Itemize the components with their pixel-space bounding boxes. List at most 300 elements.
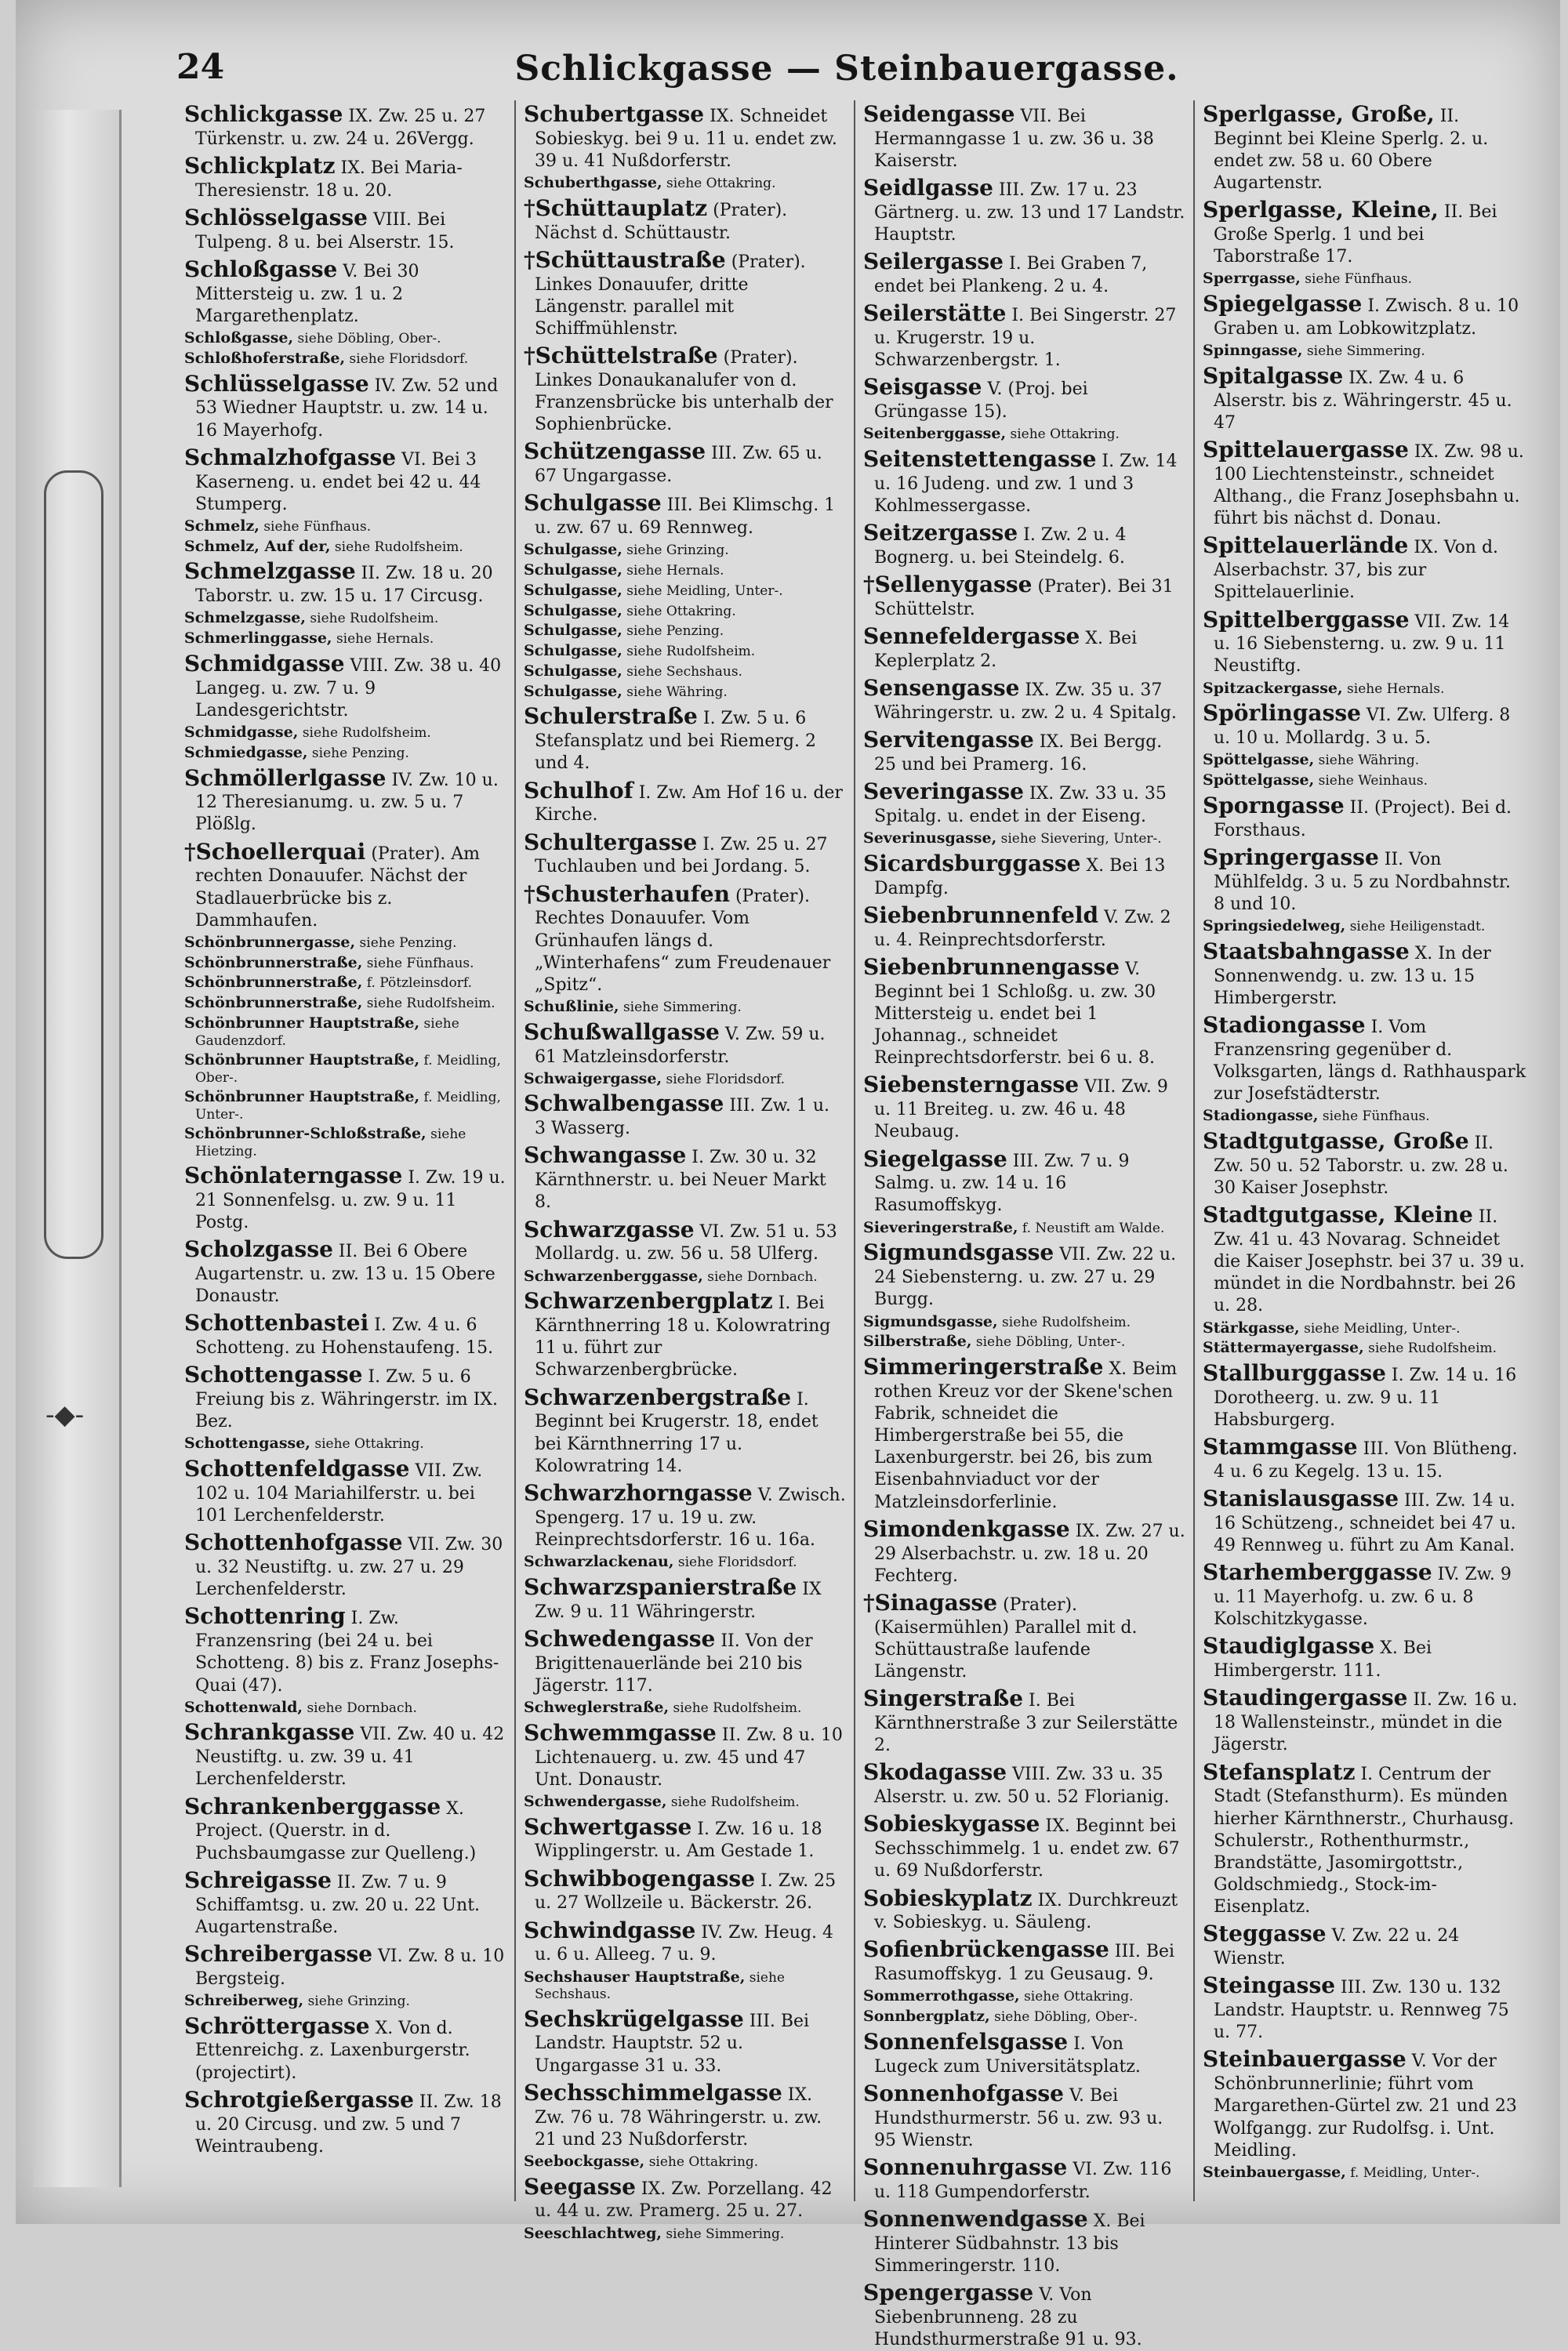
street-description: II. Zw. 8 u. 10 Lichtenauerg. u. zw. 45 und 47 Unt. Donaustr.	[535, 1725, 843, 1790]
cross-reference-text: siehe Ottakring.	[1010, 426, 1120, 443]
cross-reference-entry	[524, 1553, 846, 1572]
cross-reference-entry	[1203, 2164, 1526, 2182]
street-entry	[184, 1235, 506, 1308]
street-description: II. Von der Brigittenauerlände bei 210 bis Jägerstr. 117.	[535, 1631, 813, 1696]
street-name: Singerstraße	[863, 1685, 1024, 1712]
street-name: Schwindgasse	[524, 1917, 696, 1943]
street-name: Schmelz, Auf der,	[184, 537, 331, 555]
street-name: Schlickgasse	[184, 101, 343, 127]
street-name: Sechshauser Hauptstraße,	[524, 1968, 746, 1986]
column-2	[516, 100, 855, 2242]
cross-reference-text: f. Pötzleinsdorf.	[366, 975, 472, 992]
street-description: II. Zw. 50 u. 52 Taborstr. u. zw. 28 u. 30 Kaiser Josephstr.	[1214, 1133, 1508, 1198]
cross-reference-entry	[863, 2008, 1185, 2026]
street-entry	[863, 1239, 1185, 1311]
street-description: I. Zw. Franzensring (bei 24 u. bei Schotteng. 8) bis z. Franz Josephs-Quai (47).	[195, 1609, 499, 1696]
street-entry	[1203, 1433, 1526, 1483]
cross-reference-text: siehe Hernals.	[336, 631, 434, 648]
street-entry	[863, 2279, 1185, 2351]
street-name: Schottenhofgasse	[184, 1529, 403, 1556]
street-description: I. Zw. 25 u. 27 Wollzeile u. Bäckerstr. 26.	[535, 1870, 837, 1914]
street-name: Schulgasse,	[524, 601, 622, 619]
street-description: V. Zw. 2 u. 4. Reinprechtsdorferstr.	[874, 907, 1171, 950]
cross-reference-entry	[184, 744, 506, 763]
street-description: I. Bei Kärnthnerring 18 u. Kolowratring 11 u. führt zur Schwarzenbergbrücke.	[535, 1293, 831, 1380]
street-entry	[524, 2079, 846, 2151]
street-entry	[863, 953, 1185, 1069]
street-description: VI. Zw. Ulferg. 8 u. 10 u. Mollardg. 3 u. 5.	[1214, 706, 1511, 749]
cross-reference-text: siehe Rudolfsheim.	[302, 725, 431, 741]
street-name: Schwibbogengasse	[524, 1865, 756, 1892]
cross-reference-text: siehe Floridsdorf.	[666, 1071, 786, 1087]
cross-reference-entry	[1203, 751, 1526, 770]
street-description: (Prater). Linkes Donaukanalufer von d. Franzensbrücke bis unterhalb der Sophienbrücke.	[535, 348, 833, 435]
street-name: Sperlgasse, Kleine,	[1203, 197, 1439, 223]
street-entry	[1203, 1359, 1526, 1431]
street-name: Silberstraße,	[863, 1333, 972, 1351]
cross-reference-text: siehe Grinzing.	[307, 1993, 410, 2009]
street-description: I. Bei Kärnthnerstraße 3 zur Seilerstätte 2.	[874, 1691, 1178, 1756]
street-entry	[524, 829, 846, 879]
street-description: IV. Zw. 10 u. 12 Theresianumg. u. zw. 5 u. 7 Plößlg.	[195, 770, 499, 835]
cross-reference-text: siehe Simmering.	[1306, 343, 1425, 360]
street-entry	[524, 100, 846, 172]
cross-reference-text: siehe Ottakring.	[314, 1436, 424, 1453]
street-entry	[1203, 1920, 1526, 1970]
street-name: †Sinagasse	[863, 1589, 998, 1616]
street-entry	[1203, 844, 1526, 916]
street-name: †Sellenygasse	[863, 571, 1033, 598]
street-entry	[184, 1361, 506, 1433]
cross-reference-text: siehe Floridsdorf.	[677, 1555, 797, 1571]
street-name: Schröttergasse	[184, 2012, 370, 2039]
street-name: Sonnbergplatz,	[863, 2008, 990, 2026]
street-name: Schmiedgasse,	[184, 743, 308, 761]
street-description: II. Zw. 18 u. 20 Taborstr. u. zw. 15 u. 17 Circusg.	[195, 564, 493, 607]
street-name: Seisgasse	[863, 374, 982, 401]
street-name: Schwarzenbergplatz	[524, 1288, 773, 1315]
street-name: Schmalzhofgasse	[184, 444, 397, 470]
cross-reference-text: siehe Meidling, Unter-.	[626, 582, 783, 599]
cross-reference-entry	[524, 642, 846, 661]
cross-reference-entry	[184, 629, 506, 648]
street-name: Schulgasse,	[524, 581, 622, 599]
street-entry	[863, 571, 1185, 621]
street-description: X. Bei Himbergerstr. 111.	[1214, 1638, 1432, 1682]
street-name: Schreigasse	[184, 1867, 332, 1893]
street-entry	[524, 1479, 846, 1551]
street-name: Schmelz,	[184, 517, 260, 535]
street-name: Schwarzhorngasse	[524, 1479, 753, 1506]
binding-ornament	[44, 470, 103, 1259]
street-name: Stallburggasse	[1203, 1360, 1386, 1387]
street-description: I. Zw. 5 u. 6 Freiung bis z. Währingerstr. im IX. Bez.	[195, 1367, 499, 1432]
cross-reference-entry	[863, 425, 1185, 444]
cross-reference-entry	[184, 538, 506, 557]
street-name: Sonnenuhrgasse	[863, 2154, 1068, 2181]
street-name: Schwangasse	[524, 1142, 687, 1169]
street-name: Skodagasse	[863, 1759, 1007, 1786]
cross-reference-entry	[184, 1435, 506, 1453]
street-description: X. Von d. Ettenreichg. z. Laxenburgerstr. (projectirt).	[195, 2018, 470, 2083]
street-description: I. Zw. 25 u. 27 Tuchlauben und bei Jordang. 5.	[535, 834, 828, 877]
street-entry	[184, 838, 506, 932]
street-name: Schulgasse,	[524, 642, 622, 660]
street-entry	[524, 1865, 846, 1915]
cross-reference-text: siehe Rudolfsheim.	[334, 539, 463, 555]
street-name: Sechskrügelgasse	[524, 2005, 744, 2032]
cross-reference-text: siehe Ottakring.	[648, 2153, 759, 2170]
cross-reference-text: f. Meidling, Ober-.	[195, 1052, 501, 1086]
street-description: III. Bei Rasumoffskyg. 1 zu Geusaug. 9.	[874, 1942, 1175, 1985]
cross-reference-entry	[184, 954, 506, 973]
street-name: Schönbrunner-Schloßstraße,	[184, 1124, 426, 1142]
street-entry	[1203, 1485, 1526, 1557]
street-entry	[863, 778, 1185, 828]
directory-page	[16, 0, 1560, 2350]
street-name: Siegelgasse	[863, 1145, 1007, 1172]
street-entry	[524, 1018, 846, 1068]
street-name: Servitengasse	[863, 727, 1034, 753]
cross-reference-entry	[1203, 342, 1526, 361]
cross-reference-text: siehe Hietzing.	[195, 1126, 466, 1159]
cross-reference-entry	[524, 561, 846, 580]
street-description: V. Bei 30 Mittersteig u. zw. 1 u. 2 Margarethenplatz.	[195, 261, 419, 326]
cross-reference-entry	[184, 1125, 506, 1160]
cross-reference-text: siehe Hernals.	[626, 563, 724, 579]
street-entry	[1203, 1972, 1526, 2044]
street-description: IX. Bei Maria-Theresienstr. 18 u. 20.	[195, 158, 463, 201]
street-name: Severingasse	[863, 778, 1024, 805]
street-entry	[524, 1813, 846, 1863]
street-description: VII. Zw. 30 u. 32 Neustiftg. u. zw. 27 u. 29 Lerchenfelderstr.	[195, 1535, 503, 1600]
street-entry	[863, 100, 1185, 172]
street-entry	[184, 370, 506, 442]
cross-reference-text: siehe Simmering.	[622, 1000, 742, 1015]
street-name: Spittelauergasse	[1203, 437, 1409, 463]
street-entry	[524, 489, 846, 539]
street-description: IX. Bei Bergg. 25 und bei Pramerg. 16.	[874, 732, 1163, 775]
street-description: I. Zwisch. 8 u. 10 Graben u. am Lobkowitzplatz.	[1214, 296, 1519, 339]
cross-reference-entry	[524, 683, 846, 702]
street-name: Seitzergasse	[863, 520, 1018, 546]
street-description: VIII. Zw. 38 u. 40 Langeg. u. zw. 7 u. 9 Landesgerichtstr.	[195, 655, 502, 720]
cross-reference-text: siehe Fünfhaus.	[366, 955, 474, 971]
street-name: Seegasse	[524, 2173, 636, 2200]
street-entry	[863, 519, 1185, 569]
street-name: Sperrgasse,	[1203, 270, 1301, 288]
street-description: IX Zw. 9 u. 11 Währingerstr.	[535, 1579, 822, 1622]
street-entry	[1203, 196, 1526, 268]
cross-reference-text: siehe Döbling, Ober-.	[994, 2009, 1138, 2026]
street-name: Schottenring	[184, 1603, 346, 1630]
cross-reference-text: siehe Meidling, Unter-.	[1304, 1320, 1461, 1337]
street-name: Stefansplatz	[1203, 1758, 1356, 1785]
street-description: IV. Zw. 9 u. 11 Mayerhofg. u. zw. 6 u. 8 Kolschitzkygasse.	[1214, 1565, 1512, 1630]
cross-reference-text: siehe Sievering, Unter-.	[1000, 831, 1162, 847]
street-description: X. Project. (Querstr. in d. Puchsbaumgasse zur Quelleng.)	[195, 1798, 477, 1863]
cross-reference-text: f. Meidling, Unter-.	[195, 1089, 501, 1123]
street-name: Stammgasse	[1203, 1434, 1358, 1460]
cross-reference-entry	[184, 350, 506, 368]
page-number: 24	[176, 47, 225, 87]
cross-reference-entry	[184, 1699, 506, 1718]
cross-reference-entry	[524, 582, 846, 600]
cross-reference-entry	[184, 329, 506, 348]
street-name: Schreibergasse	[184, 1940, 373, 1967]
street-entry	[1203, 938, 1526, 1010]
street-description: I. Bei Singerstr. 27 u. Krugerstr. 19 u. Schwarzenbergstr. 1.	[874, 306, 1177, 371]
cross-reference-text: siehe Döbling, Unter-.	[975, 1334, 1126, 1351]
street-name: Springergasse	[1203, 844, 1379, 870]
street-name: Sommerrothgasse,	[863, 1987, 1020, 2005]
street-name: Spitalgasse	[1203, 362, 1344, 389]
street-entry	[184, 1529, 506, 1601]
street-name: Schloßhoferstraße,	[184, 349, 346, 367]
street-entry	[863, 248, 1185, 298]
street-name: Schulgasse,	[524, 662, 622, 680]
cross-reference-entry	[184, 1088, 506, 1123]
street-name: Schwarzenberggasse,	[524, 1267, 703, 1285]
street-entry	[1203, 436, 1526, 530]
street-name: †Schusterhaufen	[524, 880, 730, 907]
street-entry	[863, 1936, 1185, 1986]
street-name: Schuberthgasse,	[524, 174, 662, 192]
street-description: III. Zw. 7 u. 9 Salmg. u. zw. 14 u. 16 Rasumoffskyg.	[874, 1151, 1130, 1216]
cross-reference-entry	[1203, 680, 1526, 698]
cross-reference-text: siehe Heiligenstadt.	[1349, 919, 1486, 934]
street-description: I. Beginnt bei Krugerstr. 18, endet bei Kärnthnerring 17 u. Kolowratring 14.	[535, 1389, 818, 1476]
street-entry	[184, 1793, 506, 1865]
street-description: (Prater). Bei 31 Schüttelstr.	[874, 577, 1174, 620]
street-description: III. Zw. 17 u. 23 Gärtnerg. u. zw. 13 und 17 Landstr. Hauptstr.	[874, 180, 1185, 245]
street-directory-columns	[176, 100, 1537, 2350]
cross-reference-entry	[524, 541, 846, 560]
street-name: Schwendergasse,	[524, 1792, 667, 1810]
cross-reference-entry	[524, 1699, 846, 1718]
street-name: Seitenberggasse,	[863, 425, 1007, 443]
street-description: V. Vor der Schönbrunnerlinie; führt vom Margarethen-Gürtel zw. 21 und 23 Wolfgangg. zur Rudolfsg. i. Unt. Meidling.	[1214, 2052, 1517, 2161]
street-name: Simondenkgasse	[863, 1515, 1070, 1542]
street-entry	[184, 650, 506, 722]
street-entry	[863, 373, 1185, 423]
street-name: Sofienbrückengasse	[863, 1936, 1109, 1963]
street-description: IX. Zw. 27 u. 29 Alserbachstr. u. zw. 18 u. 20 Fechterg.	[874, 1521, 1185, 1586]
running-head: Schlickgasse — Steinbauergasse.	[514, 49, 1179, 89]
cross-reference-entry	[184, 934, 506, 952]
street-name: Schloßgasse,	[184, 329, 294, 347]
street-description: IX. Von d. Alserbachstr. 37, bis zur Spittelauerlinie.	[1214, 538, 1499, 603]
street-description: X. In der Sonnenwendg. u. zw. 13 u. 15 Himbergerstr.	[1214, 943, 1491, 1008]
street-entry	[863, 445, 1185, 517]
street-name: Schmelzgasse	[184, 558, 356, 585]
street-name: Sperlgasse, Große,	[1203, 101, 1435, 127]
street-description: IX. Zw. Porzellang. 42 u. 44 u. zw. Pramerg. 25 u. 27.	[535, 2179, 833, 2222]
street-description: V. Bei Hundsthurmerstr. 56 u. zw. 93 u. 95 Wienstr.	[874, 2085, 1163, 2150]
street-description: IX. Zw. 35 u. 37 Währingerstr. u. zw. 2 u. 4 Spitalg.	[874, 680, 1177, 724]
cross-reference-text: siehe Rudolfsheim.	[1368, 1341, 1497, 1357]
street-description: I. Zw. 30 u. 32 Kärnthnerstr. u. bei Neuer Markt 8.	[535, 1148, 826, 1213]
street-entry	[863, 850, 1185, 900]
street-name: Sicardsburggasse	[863, 850, 1081, 876]
street-description: IX. Zw. 25 u. 27 Türkenstr. u. zw. 24 u. 26Vergg.	[195, 107, 486, 149]
street-name: Schweglerstraße,	[524, 1698, 670, 1716]
street-name: Siebenbrunnenfeld	[863, 902, 1099, 928]
cross-reference-entry	[1203, 1319, 1526, 1338]
street-name: Seilergasse	[863, 249, 1004, 275]
cross-reference-text: siehe Rudolfsheim.	[366, 996, 495, 1012]
street-description: V. Zw. 59 u. 61 Matzleinsdorferstr.	[535, 1024, 826, 1067]
street-name: Seeschlachtweg,	[524, 2224, 662, 2242]
street-name: Sigmundsgasse,	[863, 1312, 998, 1330]
column-3	[855, 100, 1195, 2350]
street-name: †Schüttelstraße	[524, 343, 718, 369]
street-description: I. Zw. 4 u. 6 Schotteng. zu Hohenstaufeng. 15.	[195, 1315, 494, 1359]
street-entry	[524, 880, 846, 996]
street-entry	[863, 902, 1185, 952]
street-name: Steinbauergasse	[1203, 2046, 1406, 2073]
street-description: IX. Zw. 33 u. 35 Spitalg. u. endet in der Eiseng.	[874, 784, 1167, 827]
street-name: Schulgasse,	[524, 561, 622, 579]
street-description: IX. Durchkreuzt v. Sobieskyg. u. Säuleng.	[874, 1890, 1178, 1933]
cross-reference-entry	[524, 1968, 846, 2004]
street-description: I. Vom Franzensring gegenüber d. Volksgarten, längs d. Rathhauspark zur Josefstädterstr.	[1214, 1017, 1526, 1105]
street-description: (Prater). Am rechten Donauufer. Nächst der Stadlauerbrücke bis z. Dammhaufen.	[195, 844, 481, 931]
street-name: Schottenwald,	[184, 1698, 303, 1716]
street-description: VI. Zw. 51 u. 53 Mollardg. u. zw. 56 u. 58 Ulferg.	[535, 1221, 837, 1264]
street-description: I. Zw. 2 u. 4 Bognerg. u. bei Steindelg. 6.	[874, 525, 1127, 568]
cross-reference-entry	[184, 724, 506, 742]
street-name: Schwemmgasse	[524, 1719, 717, 1746]
street-name: Seidengasse	[863, 101, 1015, 127]
street-name: Schulgasse,	[524, 541, 622, 559]
street-name: Sonnenfelsgasse	[863, 2028, 1069, 2055]
street-description: I. Centrum der Stadt (Stefansthurm). Es münden hierher Kärnthnerstr., Churhausg. Schulerstr., Rothenthurmstr., Brandstätte, Jasomirgottstr., Goldschmiedg., Stock-im-Eisenplatz.	[1214, 1764, 1515, 1917]
street-name: Schußwallgasse	[524, 1018, 720, 1045]
cross-reference-text: siehe Gaudenzdorf.	[195, 1015, 459, 1049]
street-description: V. Zwisch. Spengerg. 17 u. 19 u. zw. Reinprechtsdorferstr. 16 u. 16a.	[535, 1485, 846, 1550]
street-name: Spöttelgasse,	[1203, 751, 1315, 769]
street-description: I. Bei Graben 7, endet bei Plankeng. 2 u. 4.	[874, 254, 1148, 297]
street-entry	[184, 444, 506, 516]
street-entry	[1203, 362, 1526, 434]
street-name: Schottengasse,	[184, 1435, 310, 1453]
street-description: I. Zw. 14 u. 16 Judeng. und zw. 1 und 3 Kohlmessergasse.	[874, 452, 1178, 517]
street-name: Schwertgasse	[524, 1813, 692, 1840]
cross-reference-text: siehe Sechshaus.	[535, 1969, 785, 2003]
street-entry	[863, 726, 1185, 776]
street-name: Schußlinie,	[524, 998, 619, 1015]
cross-reference-entry	[184, 609, 506, 628]
street-entry	[863, 1758, 1185, 1809]
street-entry	[184, 152, 506, 202]
street-name: Sonnenwendgasse	[863, 2206, 1088, 2233]
street-entry	[863, 1810, 1185, 1882]
street-name: Spengergasse	[863, 2280, 1034, 2306]
street-name: Staatsbahngasse	[1203, 938, 1410, 964]
street-entry	[1203, 606, 1526, 678]
street-description: V. (Proj. bei Grüngasse 15).	[874, 379, 1088, 423]
street-entry	[524, 777, 846, 827]
cross-reference-text: f. Meidling, Unter-.	[1350, 2164, 1480, 2181]
street-name: Schlüsselgasse	[184, 370, 369, 397]
cross-reference-text: siehe Währing.	[1318, 753, 1420, 769]
street-entry	[524, 1287, 846, 1381]
street-name: Schwarzspanierstraße	[524, 1573, 797, 1600]
cross-reference-entry	[524, 602, 846, 621]
cross-reference-text: siehe Penzing.	[359, 934, 457, 951]
cross-reference-entry	[184, 994, 506, 1013]
street-entry	[1203, 532, 1526, 604]
street-name: Schönbrunnerstraße,	[184, 953, 363, 971]
street-name: Sigmundsgasse	[863, 1239, 1054, 1266]
street-name: Schönbrunnerstraße,	[184, 974, 363, 992]
street-name: Stadtgutgasse, Kleine	[1203, 1202, 1473, 1228]
street-name: Schönbrunner Hauptstraße,	[184, 1087, 420, 1105]
street-entry	[1203, 290, 1526, 340]
street-description: VII. Zw. 14 u. 16 Siebensterng. u. zw. 9 u. 11 Neustiftg.	[1214, 611, 1510, 677]
street-name: Spörlingasse	[1203, 700, 1361, 727]
street-entry	[184, 1162, 506, 1234]
street-name: Schulgasse	[524, 490, 662, 517]
street-entry	[1203, 100, 1526, 194]
street-entry	[863, 2153, 1185, 2204]
street-description: VI. Zw. 8 u. 10 Bergsteig.	[195, 1946, 505, 1989]
cross-reference-text: siehe Weinhaus.	[1318, 773, 1428, 789]
street-name: Siebenbrunnengasse	[863, 953, 1120, 980]
street-entry	[863, 1071, 1185, 1143]
street-name: Sporngasse	[1203, 792, 1345, 818]
street-name: Seidlgasse	[863, 175, 993, 201]
cross-reference-entry	[524, 2153, 846, 2171]
street-entry	[863, 2205, 1185, 2277]
street-name: Steggasse	[1203, 1921, 1327, 1947]
cross-reference-text: siehe Fünfhaus.	[1322, 1108, 1430, 1125]
cross-reference-entry	[1203, 771, 1526, 790]
street-description: II. Zw. 41 u. 43 Novarag. Schneidet die Kaiser Josephstr. bei 37 u. 39 u. mündet in die Nordbahnstr. bei 26 u. 28.	[1214, 1207, 1525, 1316]
street-entry	[863, 622, 1185, 673]
street-entry	[1203, 1011, 1526, 1105]
street-description: VIII. Zw. 33 u. 35 Alserstr. u. zw. 50 u. 52 Florianig.	[874, 1765, 1170, 1808]
street-name: †Schüttauplatz	[524, 194, 708, 221]
street-entry	[1203, 699, 1526, 749]
cross-reference-entry	[524, 662, 846, 681]
cross-reference-entry	[524, 1793, 846, 1812]
cross-reference-entry	[1203, 1339, 1526, 1358]
street-name: Schönlaterngasse	[184, 1162, 403, 1188]
street-name: Schwarzlackenau,	[524, 1553, 674, 1571]
street-description: VI. Bei 3 Kaserneng. u. endet bei 42 u. 44 Stumperg.	[195, 449, 481, 514]
street-name: Schloßgasse	[184, 256, 338, 282]
street-entry	[184, 557, 506, 608]
street-description: X. Bei 13 Dampfg.	[874, 855, 1166, 898]
street-name: Schreiberweg,	[184, 1991, 304, 2009]
street-name: Schulhof	[524, 777, 633, 804]
street-name: Schrankgasse	[184, 1719, 355, 1746]
street-entry	[863, 1353, 1185, 1514]
street-name: Stadiongasse	[1203, 1011, 1366, 1038]
street-entry	[1203, 1127, 1526, 1199]
street-entry	[863, 2028, 1185, 2078]
cross-reference-entry	[524, 998, 846, 1017]
street-entry	[524, 1625, 846, 1697]
street-name: Spiegelgasse	[1203, 291, 1363, 317]
column-1	[176, 100, 516, 2201]
street-description: VII. Zw. 9 u. 11 Breiteg. u. zw. 46 u. 48 Neubaug.	[874, 1077, 1168, 1142]
street-name: Sechsschimmelgasse	[524, 2079, 782, 2106]
column-4	[1195, 100, 1534, 2201]
street-description: I. Zw. Am Hof 16 u. der Kirche.	[535, 782, 843, 825]
